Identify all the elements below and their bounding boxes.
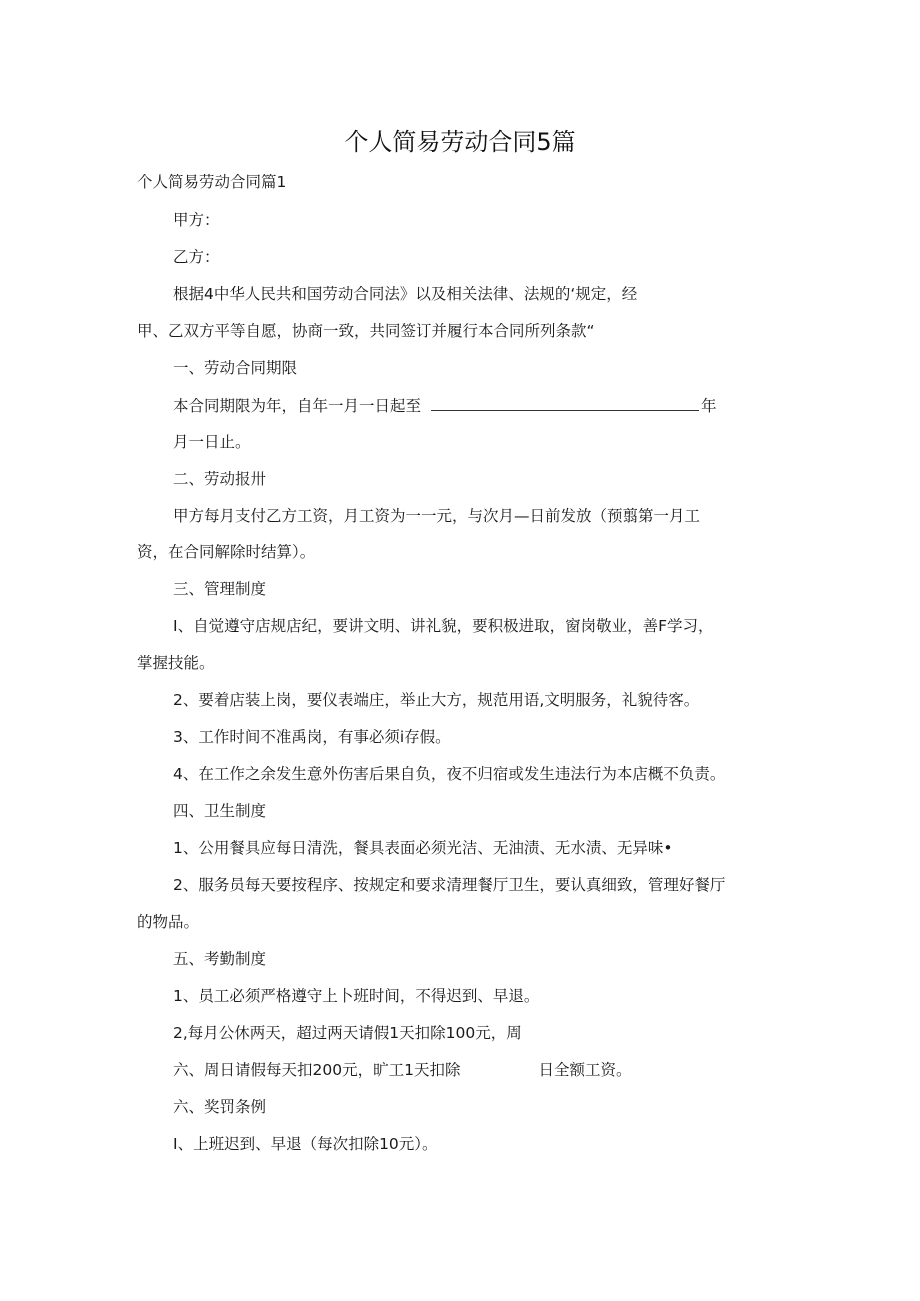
section-2-heading: 二、劳动报卅 <box>173 470 267 488</box>
section-3-item-3: 3、工作时间不准禹岗，有事必须i存假。 <box>173 728 451 746</box>
section-5-item-2: 2,每月公休两天，超过两天请假1天扣除100元，周 <box>173 1024 522 1042</box>
section-6-heading: 六、奖罚条例 <box>173 1098 267 1116</box>
contract-subtitle: 个人简易劳动合同篇1 <box>137 173 287 191</box>
section-5-item-3-text: 六、周日请假每天扣200元，旷工1天扣除 <box>173 1061 461 1079</box>
section-5-heading: 五、考勤制度 <box>173 950 267 968</box>
section-5-item-3 <box>173 1059 631 1081</box>
section-1-line-2: 月一日止。 <box>173 433 251 451</box>
section-1-line-1 <box>173 394 717 417</box>
section-1-line-1-text: 本合同期限为年，自年一月一日起至 <box>173 397 422 415</box>
section-3-item-1-line-2: 掌握技能。 <box>137 654 215 672</box>
section-4-heading: 四、卫生制度 <box>173 802 267 820</box>
section-2-line-1: 甲方每月支付乙方工资，月工资为一一元，与次月—日前发放（预翦第一月工 <box>173 507 701 525</box>
party-a-label: 甲方： <box>173 211 220 229</box>
section-5-item-1: 1、员工必须严格遵守上卜班时间，不得迟到、早退。 <box>173 987 540 1005</box>
intro-paragraph-line-2: 甲、乙双方平等自愿，协商一致，共同签订并履行本合同所列条款“ <box>137 322 595 340</box>
section-3-heading: 三、管理制度 <box>173 580 267 598</box>
section-4-item-2-line-2: 的物品。 <box>137 913 200 931</box>
document-title: 个人简易劳动合同5篇 <box>344 128 576 156</box>
section-3-item-2: 2、要着店装上岗，要仪表端庄，举止大方，规范用语,文明服务，礼貌待客。 <box>173 691 700 709</box>
fill-in-blank <box>431 394 699 411</box>
intro-paragraph-line-1: 根据4中华人民共和国劳动合同法》以及相关法律、法规的‘规定，经 <box>173 285 638 303</box>
section-3-item-1-line-1: I、自觉遵守店规店纪，要讲文明、讲礼貌，要积极进取，窗岗敬业，善F学习， <box>173 617 714 635</box>
section-1-heading: 一、劳动合同期限 <box>173 359 298 377</box>
party-b-label: 乙方： <box>173 248 220 266</box>
section-4-item-1: 1、公用餐具应每日清洗，餐具表面必须光洁、无油渍、无水渍、无异味• <box>173 839 673 857</box>
section-6-item-1: I、上班迟到、早退（每次扣除10元）。 <box>173 1135 438 1153</box>
section-5-item-3-end: 日全额工资。 <box>538 1061 632 1079</box>
section-1-line-1-end: 年 <box>701 397 717 415</box>
section-3-item-4: 4、在工作之余发生意外伤害后果自负，夜不归宿或发生违法行为本店概不负责。 <box>173 765 726 783</box>
section-4-item-2-line-1: 2、服务员每天要按程序、按规定和要求清理餐厅卫生，要认真细致，管理好餐厅 <box>173 876 726 894</box>
section-2-line-2: 资，在合同解除时结算）。 <box>137 543 316 561</box>
